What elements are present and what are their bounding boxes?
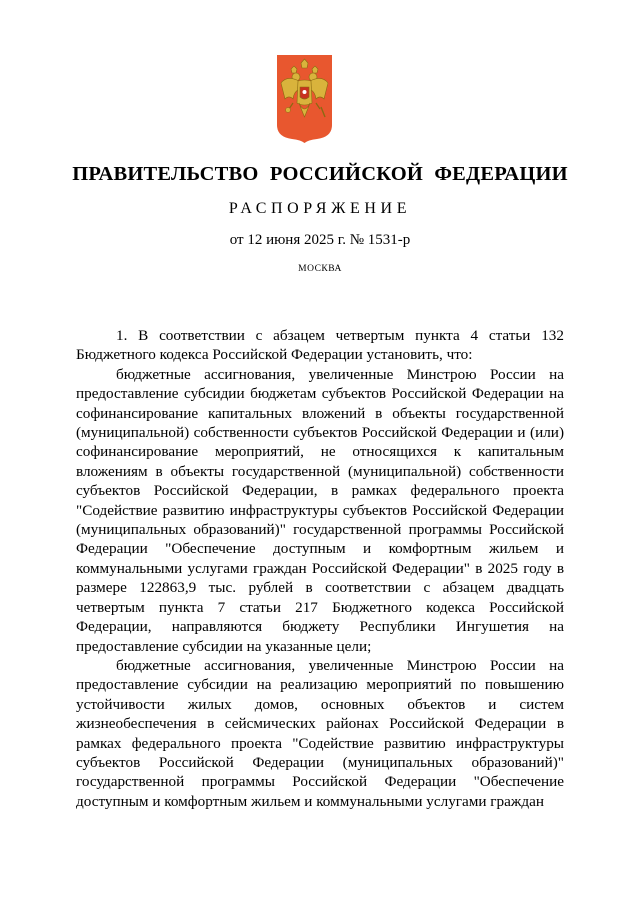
document-body <box>76 326 564 811</box>
document-place: МОСКВА <box>298 264 342 274</box>
government-title: ПРАВИТЕЛЬСТВО РОССИЙСКОЙ ФЕДЕРАЦИИ <box>72 163 568 185</box>
russian-coat-of-arms-icon <box>277 55 332 143</box>
emblem-graphic <box>277 55 332 143</box>
document-date-number: от 12 июня 2025 г. № 1531-р <box>229 232 411 248</box>
document-type: РАСПОРЯЖЕНИЕ <box>228 200 412 217</box>
paragraph: 1. В соответствии с абзацем четвертым пункта 4 статьи 132 Бюджетного кодекса Российской Федерации установить, что: <box>76 327 564 364</box>
paragraph: бюджетные ассигнования, увеличенные Минстрою России на предоставление субсидии бюджетам субъектов Российской Федерации на софинансирование капитальных вложений в объекты государственной (муниципальной) собственности субъектов Российской Федерации и (или) софинансирование мероприятий, не относящихся к капитальным вложениям в объекты государственной (муниципальной) собственности субъектов Российской Федерации, в рамках федерального проекта "Содействие развитию инфраструктуры субъектов Российской Федерации (муниципальных образований)" государственной программы Российской Федерации "Обеспечение доступным и комфортным жильем и коммунальными услугами граждан Российской Федерации" в 2025 году в размере 122863,9 тыс. рублей в соответствии с абзацем двадцать четвертым пункта 7 статьи 217 Бюджетного кодекса Российской Федерации, направляются бюджету Республики Ингушетия на предоставление субсидии на указанные цели; <box>76 365 564 655</box>
paragraph: бюджетные ассигнования, увеличенные Минстрою России на предоставление субсидии на реализацию мероприятий по повышению устойчивости жилых домов, основных объектов и систем жизнеобеспечения в сейсмических районах Российской Федерации в рамках федерального проекта "Содействие развитию инфраструктуры субъектов Российской Федерации (муниципальных образований)" государственной программы Российской Федерации "Обеспечение доступным и комфортным жильем и коммунальными услугами граждан <box>76 656 564 810</box>
